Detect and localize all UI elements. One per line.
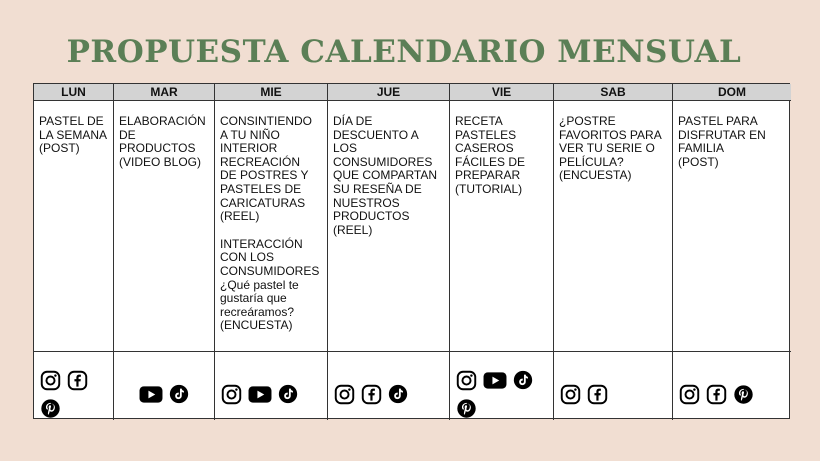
tiktok-icon (513, 370, 533, 390)
tiktok-icon (278, 384, 298, 404)
icons-mar (114, 352, 215, 420)
content-text: ¿POSTRE FAVORITOS PARA VER TU SERIE O PELÍCULA? (ENCUESTA) (559, 114, 662, 183)
facebook-icon (706, 384, 727, 405)
instagram-icon (40, 370, 61, 391)
facebook-icon (67, 370, 88, 391)
icons-sab (554, 352, 673, 420)
content-text: PASTEL DE LA SEMANA (POST) (39, 114, 108, 156)
icons-dom (673, 352, 791, 420)
pinterest-icon (456, 398, 477, 419)
content-text: ELABORACIÓN DE PRODUCTOS (VIDEO BLOG) (119, 114, 206, 169)
instagram-icon (221, 384, 242, 405)
icons-mie (215, 352, 328, 420)
instagram-icon (456, 370, 477, 391)
instagram-icon (679, 384, 700, 405)
content-jue (328, 101, 450, 352)
youtube-icon (483, 372, 507, 389)
youtube-icon (248, 386, 272, 403)
header-sab: SAB (554, 84, 673, 101)
icons-vie (450, 352, 554, 420)
content-mie (215, 101, 328, 352)
icons-jue (328, 352, 450, 420)
tiktok-icon (169, 384, 189, 404)
instagram-icon (560, 384, 581, 405)
content-text: DÍA DE DESCUENTO A LOS CONSUMIDORES QUE COMPARTAN SU RESEÑA DE NUESTROS PRODUCTOS (REEL) (333, 114, 438, 237)
tiktok-icon (388, 384, 408, 404)
header-mie: MIE (215, 84, 328, 101)
content-text: CONSINTIENDO A TU NIÑO INTERIOR RECREACIÓN DE POSTRES Y PASTELES DE CARICATURAS (REEL) (220, 114, 313, 224)
content-mar (114, 101, 215, 352)
content-vie (450, 101, 554, 352)
header-dom: DOM (673, 84, 791, 101)
content-lun (34, 101, 114, 352)
content-text: INTERACCIÓN CON LOS CONSUMIDORES ¿Qué pastel te gustaría que recreáramos? (ENCUESTA) (220, 236, 320, 333)
facebook-icon (361, 384, 382, 405)
content-text: PASTEL PARA DISFRUTAR EN FAMILIA (POST) (678, 114, 766, 169)
calendar-table (33, 83, 790, 419)
page-title: PROPUESTA CALENDARIO MENSUAL (66, 34, 742, 70)
header-vie: VIE (450, 84, 554, 101)
content-text: RECETA PASTELES CASEROS FÁCILES DE PREPARAR (TUTORIAL) (455, 114, 526, 196)
pinterest-icon (40, 398, 61, 419)
content-dom (673, 101, 791, 352)
header-jue: JUE (328, 84, 450, 101)
facebook-icon (587, 384, 608, 405)
header-lun: LUN (34, 84, 114, 101)
icons-lun (34, 352, 114, 420)
pinterest-icon (733, 384, 754, 405)
content-sab (554, 101, 673, 352)
instagram-icon (334, 384, 355, 405)
youtube-icon (139, 386, 163, 403)
header-mar: MAR (114, 84, 215, 101)
